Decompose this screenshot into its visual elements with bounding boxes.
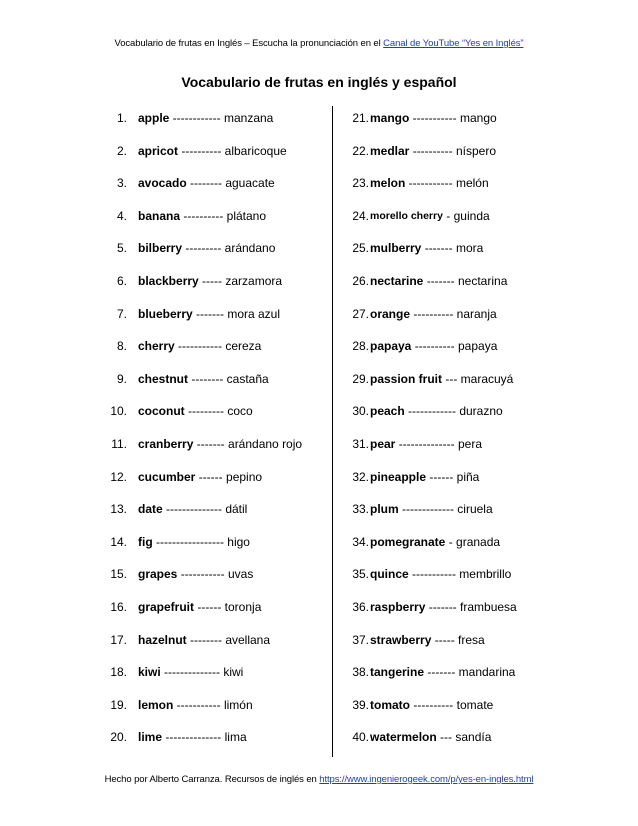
english-word: papaya <box>370 339 412 354</box>
item-number: 1. <box>116 111 127 125</box>
dash-separator: ------- <box>193 436 229 451</box>
dash-separator: - <box>442 208 454 223</box>
dash-separator: ----- <box>198 273 226 288</box>
vocab-item <box>339 108 638 141</box>
spanish-word: lima <box>224 730 247 745</box>
english-word: blueberry <box>138 306 193 321</box>
spanish-word: albaricoque <box>224 143 287 158</box>
item-number: 25. <box>352 241 369 256</box>
item-number: 35. <box>352 567 369 582</box>
item-number: 13. <box>110 502 127 517</box>
dash-separator: ----------- <box>174 339 226 354</box>
spanish-word: manzana <box>223 111 274 125</box>
dash-separator: --------- <box>182 241 225 256</box>
item-number: 14. <box>110 534 127 549</box>
spanish-word: pera <box>457 436 483 451</box>
vocab-item <box>339 695 638 728</box>
item-number: 7. <box>116 306 127 321</box>
dash-separator: --------- <box>184 404 228 419</box>
page-header <box>0 38 638 49</box>
vocab-item <box>339 467 638 500</box>
item-number: 34. <box>352 534 369 549</box>
item-number: 21. <box>352 111 369 125</box>
item-number: 8. <box>116 339 127 354</box>
spanish-word: guinda <box>453 208 490 223</box>
english-word: raspberry <box>370 599 426 614</box>
dash-separator: ------------ <box>404 404 460 419</box>
dash-separator: ---------- <box>409 143 456 158</box>
dash-separator: ----------- <box>408 567 460 582</box>
vocab-item <box>339 141 638 174</box>
english-word: lime <box>138 730 163 745</box>
item-number: 6. <box>116 273 127 288</box>
dash-separator: ------ <box>195 469 227 484</box>
spanish-word: plátano <box>226 208 267 223</box>
spanish-word: aguacate <box>225 176 275 191</box>
spanish-word: maracuyá <box>460 371 514 386</box>
dash-separator: ------- <box>424 665 459 680</box>
english-word: coconut <box>138 404 185 419</box>
english-word: tomato <box>370 697 410 712</box>
english-word: morello cherry <box>370 209 443 222</box>
item-number: 5. <box>116 241 127 256</box>
english-word: hazelnut <box>138 632 187 647</box>
item-number: 29. <box>352 371 369 386</box>
english-word: mulberry <box>370 241 422 256</box>
item-number: 24. <box>352 208 369 223</box>
vocab-item <box>339 564 638 597</box>
english-word: peach <box>370 404 405 419</box>
item-number: 10. <box>110 404 127 419</box>
item-number: 12. <box>110 469 127 484</box>
spanish-word: sandía <box>455 730 492 745</box>
english-word: strawberry <box>370 632 432 647</box>
item-number: 40. <box>352 730 369 745</box>
vocab-item <box>339 727 638 760</box>
spanish-word: limón <box>223 697 253 712</box>
vocab-item <box>339 434 638 467</box>
spanish-word: pepino <box>226 469 263 484</box>
item-number: 28. <box>352 339 369 354</box>
spanish-word: avellana <box>225 632 271 647</box>
dash-separator: ----------- <box>173 697 224 712</box>
spanish-word: mora <box>456 241 484 256</box>
spanish-word: cereza <box>225 339 262 354</box>
resources-link[interactable]: https://www.ingenierogeek.com/p/yes-en-ingles.html <box>319 774 534 785</box>
spanish-word: dátil <box>225 502 248 517</box>
dash-separator: ---------- <box>410 697 457 712</box>
spanish-word: fresa <box>458 632 485 647</box>
spanish-word: mora azul <box>227 306 281 321</box>
english-word: bilberry <box>138 241 183 256</box>
footer-text: Hecho por Alberto Carranza. Recursos de inglés en <box>104 774 320 785</box>
spanish-word: papaya <box>458 339 498 354</box>
item-number: 32. <box>352 469 369 484</box>
item-number: 17. <box>110 632 127 647</box>
spanish-word: frambuesa <box>460 599 517 614</box>
english-word: quince <box>370 567 409 582</box>
vocab-list-right <box>339 108 638 760</box>
dash-separator: ----------------- <box>152 534 228 549</box>
english-word: chestnut <box>138 371 189 386</box>
spanish-word: coco <box>227 404 253 419</box>
spanish-word: membrillo <box>459 567 512 582</box>
item-number: 22. <box>352 143 369 158</box>
spanish-word: melón <box>455 176 489 191</box>
item-number: 4. <box>116 208 127 223</box>
english-word: apple <box>138 111 170 125</box>
spanish-word: nectarina <box>458 273 508 288</box>
english-word: banana <box>138 208 181 223</box>
item-number: 31. <box>352 436 369 451</box>
item-number: 18. <box>110 665 127 680</box>
dash-separator: -------- <box>186 176 226 191</box>
item-number: 30. <box>352 404 369 419</box>
dash-separator: ---------- <box>410 306 457 321</box>
dash-separator: ----- <box>431 632 459 647</box>
item-number: 19. <box>110 697 127 712</box>
english-word: plum <box>370 502 399 517</box>
dash-separator: --- <box>442 371 461 386</box>
item-number: 37. <box>352 632 369 647</box>
item-number: 27. <box>352 306 369 321</box>
vocab-item <box>339 597 638 630</box>
item-number: 33. <box>352 502 369 517</box>
spanish-word: castaña <box>226 371 269 386</box>
dash-separator: ------------ <box>169 111 224 125</box>
english-word: mango <box>370 111 410 125</box>
spanish-word: mango <box>459 111 497 125</box>
english-word: tangerine <box>370 665 425 680</box>
vocab-item <box>339 173 638 206</box>
spanish-word: arándano <box>224 241 276 256</box>
item-number: 15. <box>110 567 127 582</box>
spanish-word: zarzamora <box>225 273 283 288</box>
spanish-word: piña <box>456 469 480 484</box>
dash-separator: ---------- <box>180 208 227 223</box>
english-word: nectarine <box>370 273 424 288</box>
item-number: 20. <box>110 730 127 745</box>
dash-separator: ------------- <box>398 502 458 517</box>
english-word: pineapple <box>370 469 427 484</box>
vocab-item <box>339 336 638 369</box>
english-word: pear <box>370 436 396 451</box>
dash-separator: ------- <box>423 273 458 288</box>
header-text: Vocabulario de frutas en Inglés – Escucha la pronunciación en el <box>114 38 384 49</box>
item-number: 2. <box>116 143 127 158</box>
english-word: orange <box>370 306 411 321</box>
dash-separator: --- <box>436 730 456 745</box>
spanish-word: durazno <box>459 404 503 419</box>
dash-separator: -------------- <box>162 730 225 745</box>
youtube-channel-link[interactable]: Canal de YouTube “Yes en Inglés” <box>383 38 524 49</box>
english-word: grapefruit <box>138 599 195 614</box>
dash-separator: ----------- <box>177 567 228 582</box>
item-number: 9. <box>116 371 127 386</box>
vocab-item <box>339 499 638 532</box>
dash-separator: ---------- <box>178 143 225 158</box>
english-word: cranberry <box>138 436 194 451</box>
dash-separator: ------- <box>421 241 456 256</box>
spanish-word: naranja <box>456 306 497 321</box>
spanish-word: mandarina <box>458 665 516 680</box>
dash-separator: ------ <box>426 469 457 484</box>
vocab-item <box>339 271 638 304</box>
english-word: cherry <box>138 339 175 354</box>
english-word: watermelon <box>370 730 437 745</box>
spanish-word: arándano rojo <box>228 436 303 451</box>
vocab-item <box>339 369 638 402</box>
spanish-word: tomate <box>456 697 494 712</box>
item-number: 11. <box>111 436 127 451</box>
dash-separator: ------ <box>194 599 225 614</box>
spanish-word: níspero <box>456 143 497 158</box>
english-word: apricot <box>138 143 179 158</box>
item-number: 26. <box>352 273 369 288</box>
vocab-item <box>339 630 638 663</box>
spanish-word: ciruela <box>457 502 493 517</box>
spanish-word: toronja <box>224 599 262 614</box>
item-number: 36. <box>352 599 369 614</box>
vocab-item <box>339 304 638 337</box>
english-word: medlar <box>370 143 410 158</box>
spanish-word: granada <box>456 534 501 549</box>
english-word: melon <box>370 176 406 191</box>
item-number: 3. <box>116 176 127 191</box>
vocab-item <box>339 206 638 239</box>
dash-separator: - <box>445 534 457 549</box>
dash-separator: -------- <box>186 632 226 647</box>
dash-separator: ----------- <box>405 176 456 191</box>
dash-separator: -------- <box>188 371 227 386</box>
item-number: 23. <box>352 176 369 191</box>
vocab-item <box>339 662 638 695</box>
dash-separator: -------------- <box>160 665 224 680</box>
spanish-word: higo <box>227 534 250 549</box>
english-word: cucumber <box>138 469 196 484</box>
dash-separator: ----------- <box>409 111 460 125</box>
spanish-word: uvas <box>227 567 254 582</box>
dash-separator: ------- <box>425 599 461 614</box>
page-title: Vocabulario de frutas en inglés y español <box>181 74 457 90</box>
english-word: lemon <box>138 697 174 712</box>
vocab-item <box>339 238 638 271</box>
english-word: avocado <box>138 176 187 191</box>
english-word: pomegranate <box>370 534 446 549</box>
vocab-item <box>339 401 638 434</box>
item-number: 38. <box>352 665 369 680</box>
item-number: 39. <box>352 697 369 712</box>
english-word: fig <box>138 534 153 549</box>
spanish-word: kiwi <box>223 665 244 680</box>
dash-separator: -------------- <box>395 436 458 451</box>
dash-separator: -------------- <box>162 502 226 517</box>
english-word: date <box>138 502 163 517</box>
english-word: kiwi <box>138 665 161 680</box>
dash-separator: ---------- <box>411 339 458 354</box>
english-word: blackberry <box>138 273 199 288</box>
item-number: 16. <box>110 599 127 614</box>
english-word: passion fruit <box>370 371 443 386</box>
vocab-item <box>339 532 638 565</box>
page-footer <box>0 774 638 785</box>
english-word: grapes <box>138 567 178 582</box>
dash-separator: ------- <box>192 306 228 321</box>
